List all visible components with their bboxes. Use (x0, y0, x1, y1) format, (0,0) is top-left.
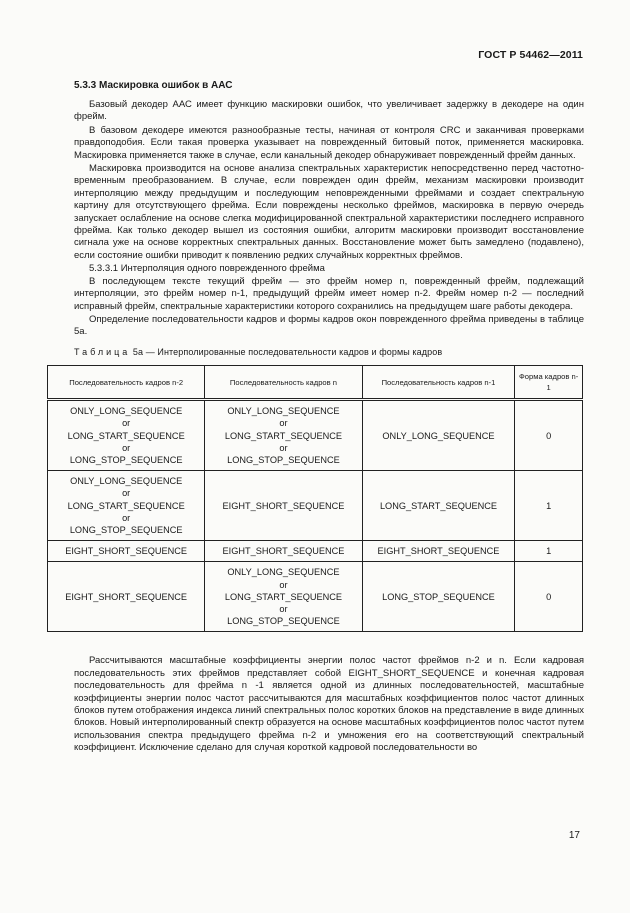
table-cell: ONLY_LONG_SEQUENCE or LONG_START_SEQUENCE or LONG_STOP_SEQUENCE (48, 471, 205, 541)
paragraph: В последующем тексте текущий фрейм — это фрейм номер n, поврежденный фрейм, подлежащий интерполяции, это фрейм номер n-1, предыдущий фрейм имеет номер n-2. Фрейм номер n-2 — последний исправный фрейм, спектральные характеристики которого сохранились на предыдущем шаге работы декодера. (74, 275, 584, 312)
table-cell: 0 (515, 562, 583, 632)
table-row (48, 471, 583, 541)
table-cell: 1 (515, 471, 583, 541)
standard-code: ГОСТ Р 54462—2011 (478, 49, 583, 61)
table-caption-text: 5а — Интерполированные последовательности кадров и формы кадров (132, 346, 443, 357)
table-cell: 1 (515, 541, 583, 562)
table-cell: EIGHT_SHORT_SEQUENCE (362, 541, 515, 562)
table-row (48, 562, 583, 632)
table-caption (74, 346, 584, 358)
table-cell: ONLY_LONG_SEQUENCE or LONG_START_SEQUENCE or LONG_STOP_SEQUENCE (205, 562, 362, 632)
table-header-row (48, 366, 583, 400)
section-title: 5.3.3 Маскировка ошибок в ААС (74, 80, 233, 91)
table-caption-label: Таблица (74, 346, 131, 357)
paragraph: Маскировка производится на основе анализа спектральных характеристик непосредственно перед частотно-временным преобразованием. В случае, если поврежден один фрейм, механизм маскировки производит интерполяцию между предыдущим и последующим неповрежденными фреймами и создает спектральную картину для отсутствующего фрейма. Если повреждены несколько фреймов, маскировка в первую очередь запускает ослабление на основе слегка модифицированной спектральной характеристики последнего исправного фрейма. Как только декодер вышел из состояния ошибки, алгоритм маскировки производит восстановление сигнала уже на основе корректных спектральных данных. Восстановление может быть замедлено (подавлено), если состояние ошибки приводит к появлению редких случайных корректных фреймов. (74, 163, 584, 261)
header-cell: Последовательность кадров n (205, 366, 362, 400)
sequence-table (47, 365, 583, 632)
subsection-title: 5.3.3.1 Интерполяция одного поврежденного фрейма (89, 263, 325, 275)
paragraph: В базовом декодере имеются разнообразные тесты, начиная от контроля CRC и заканчивая проверками правдоподобия. Если такая проверка указывает на поврежденный битовый поток, применяется маскировка. Маскировка применяется также в случае, если канальный декодер обнаруживает поврежденный фрейм данных. (74, 124, 584, 161)
header-cell: Последовательность кадров n-1 (362, 366, 515, 400)
table-row (48, 541, 583, 562)
table-cell: EIGHT_SHORT_SEQUENCE (48, 541, 205, 562)
table-cell: LONG_STOP_SEQUENCE (362, 562, 515, 632)
table-cell: EIGHT_SHORT_SEQUENCE (205, 541, 362, 562)
paragraph: Определение последовательности кадров и формы кадров окон поврежденного фрейма приведены в таблице 5а. (74, 313, 584, 338)
table-cell: 0 (515, 400, 583, 471)
paragraph: Рассчитываются масштабные коэффициенты энергии полос частот фреймов n-2 и n. Если кадровая последовательность этих фреймов представляет собой EIGHT_SHORT_SEQUENCE и конечная кадровая последовательность для фрейма n -1 является одной из длинных последовательностей, масштабные коэффициенты энергии полос частот рассчитываются для масштабных коэффициентов полос частот длинных блоков путем отображения индекса линий спектральных полос коротких блоков на представление в виде длинных блоков. Новый интерполированный спектр образуется на основе масштабных коэффициентов полос частот путем использования спектра предыдущего фрейма n-2 и умножения его на соответствующий спектральный коэффициент. Исключение сделано для случая короткой кадровой последовательности во (74, 655, 584, 754)
paragraph: Базовый декодер ААС имеет функцию маскировки ошибок, что увеличивает задержку в декодере на один фрейм. (74, 99, 584, 123)
table-row (48, 400, 583, 471)
page-content (65, 80, 584, 755)
table-cell: EIGHT_SHORT_SEQUENCE (48, 562, 205, 632)
page-number: 17 (568, 830, 580, 841)
table-cell: EIGHT_SHORT_SEQUENCE (205, 471, 362, 541)
table-cell: ONLY_LONG_SEQUENCE (362, 400, 515, 471)
table-cell: ONLY_LONG_SEQUENCE or LONG_START_SEQUENCE or LONG_STOP_SEQUENCE (48, 400, 205, 471)
header-cell: Последовательность кадров n-2 (48, 366, 205, 400)
header-cell: Форма кадров n-1 (515, 366, 583, 400)
table-cell: LONG_START_SEQUENCE (362, 471, 515, 541)
table-cell: ONLY_LONG_SEQUENCE or LONG_START_SEQUENCE or LONG_STOP_SEQUENCE (205, 400, 362, 471)
